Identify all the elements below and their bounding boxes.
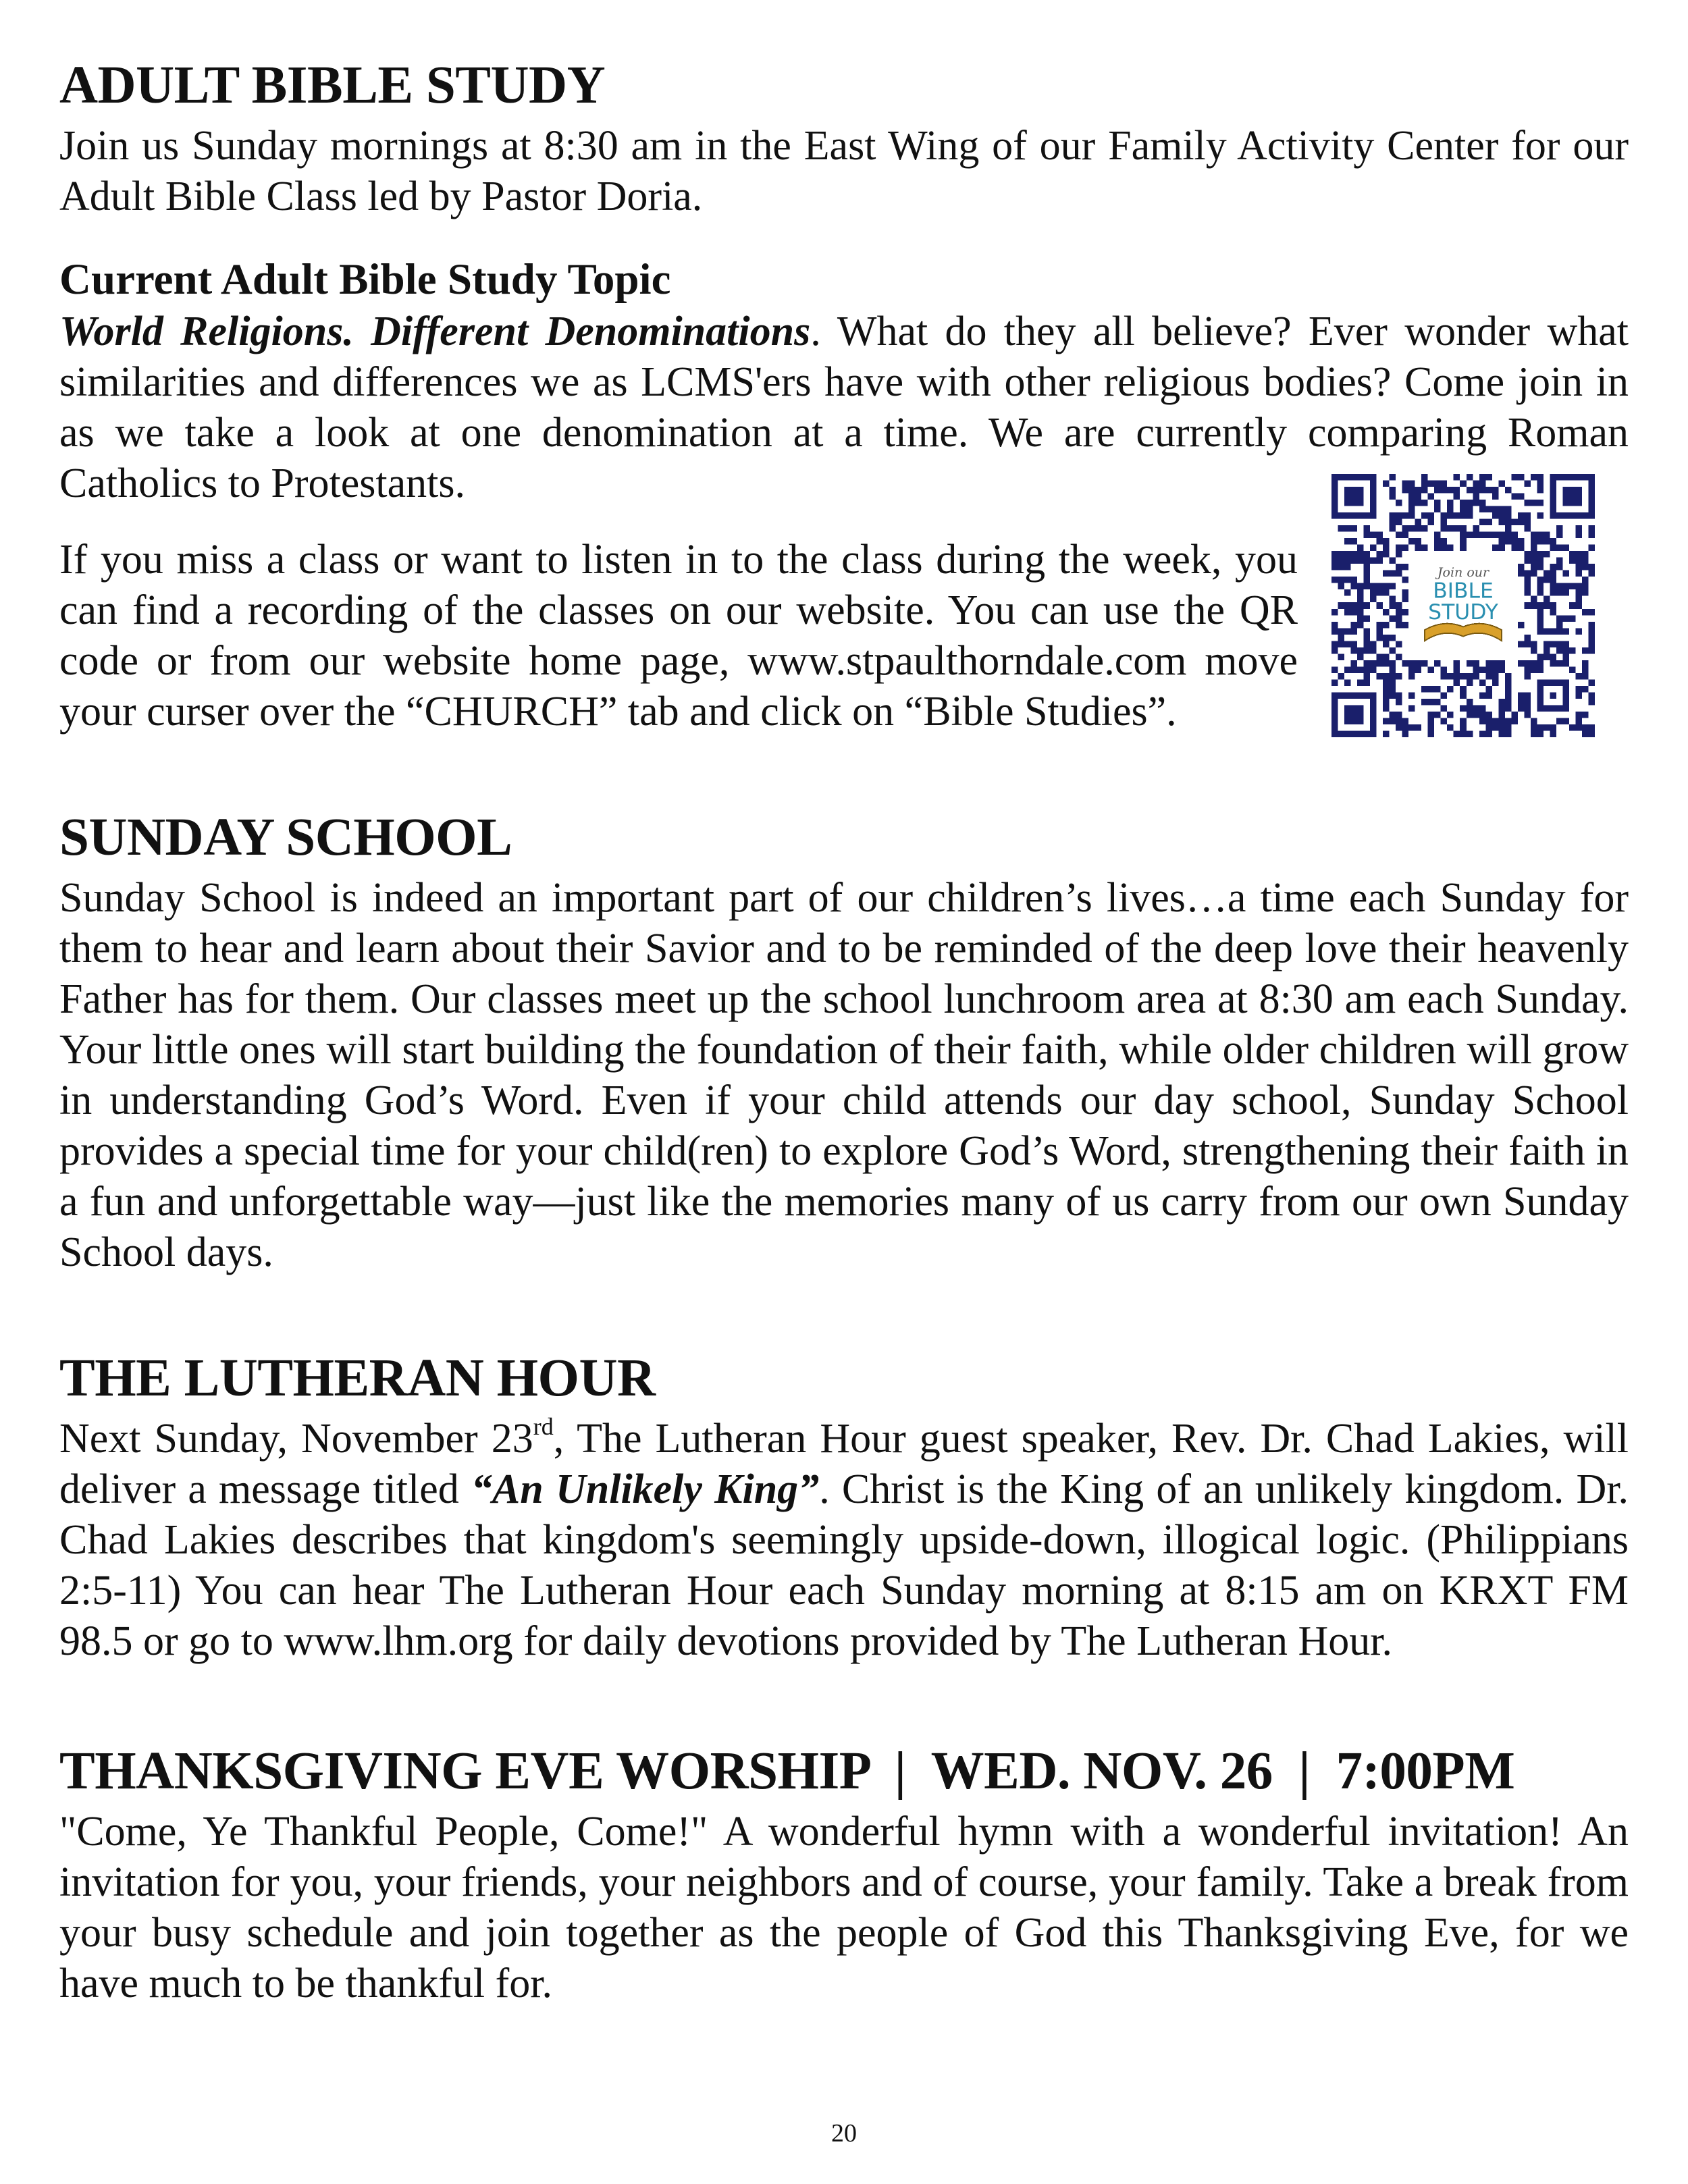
lutheran-hour-text-2: , The Lutheran Hour guest speaker, Rev. Dr. Chad Lakies, will deliver a message titled [59, 1416, 1629, 1513]
lutheran-hour-text-1: Next Sunday, November 23 [59, 1416, 533, 1462]
recording-row [59, 535, 1629, 737]
page-number: 20 [831, 2119, 857, 2148]
sunday-school-paragraph: Sunday School is indeed an important part of our children’s lives…a time each Sunday for them to hear and learn about their Savior and to be reminded of the deep love their heavenly Father has for them. Our classes meet up the school lunchroom area at 8:30 am each Sunday. Your little ones will start building the foundation of their faith, while older children will grow in understanding God’s Word. Even if your child attends our day school, Sunday School provides a special time for your child(ren) to explore God’s Word, strengthening their faith in a fun and unforgettable way—just like the memories many of us carry from our own Sunday School days. [59, 875, 1629, 1276]
qr-logo-join-text: Join our [1437, 565, 1489, 581]
qr-logo-study-text: STUDY [1428, 600, 1498, 625]
thanksgiving-heading: THANKSGIVING EVE WORSHIP | WED. NOV. 26 | 7:00PM [59, 1742, 1515, 1801]
topic-body: . What do they all believe? Ever wonder what similarities and differences we as LCMS'ers have with other religious bodies? Come join in as we take a look at one denomination at a time. We are currently comparing Roman Catholics to Protestants. [59, 309, 1629, 507]
lutheran-hour-heading: THE LUTHERAN HOUR [59, 1349, 656, 1408]
bible-study-logo [1415, 558, 1512, 654]
topic-heading: Current Adult Bible Study Topic [59, 255, 671, 304]
thanksgiving-paragraph: "Come, Ye Thankful People, Come!" A wonderful hymn with a wonderful invitation! An invitation for you, your friends, your neighbors and of course, your family. Take a break from your busy schedule and join together as the people of God this Thanksgiving Eve, for we have much to be thankful for. [59, 1809, 1629, 2007]
qr-logo-bible-text: BIBLE [1433, 579, 1494, 604]
lutheran-hour-text-3: . Christ is the King of an unlikely kingdom. Dr. Chad Lakies describes that kingdom's seemingly upside-down, illogical logic. (Philippians 2:5-11) You can hear The Lutheran Hour each Sunday morning at 8:15 am on KRXT FM 98.5 or go to www.lhm.org for daily devotions provided by The Lutheran Hour. [59, 1466, 1629, 1665]
adult-bible-study-heading: ADULT BIBLE STUDY [59, 56, 606, 115]
date-suffix: rd [533, 1413, 554, 1441]
adult-bible-study-intro: Join us Sunday mornings at 8:30 am in the East Wing of our Family Activity Center for our Adult Bible Class led by Pastor Doria. [59, 122, 1629, 219]
message-title: “An Unlikely King” [471, 1466, 820, 1513]
topic-title: World Religions. Different Denominations [59, 309, 811, 355]
lutheran-hour-paragraph [59, 1414, 1629, 1667]
recording-paragraph: If you miss a class or want to listen in to the class during the week, you can find a recording of the classes on our website. You can use the QR code or from our website home page, www.stpaulthorndale.com move your curser over the “CHURCH” tab and click on “Bible Studies”. [59, 537, 1298, 735]
sunday-school-heading: SUNDAY SCHOOL [59, 808, 512, 868]
newsletter-page [59, 58, 1629, 2009]
bible-study-qr-code[interactable] [1331, 474, 1595, 737]
